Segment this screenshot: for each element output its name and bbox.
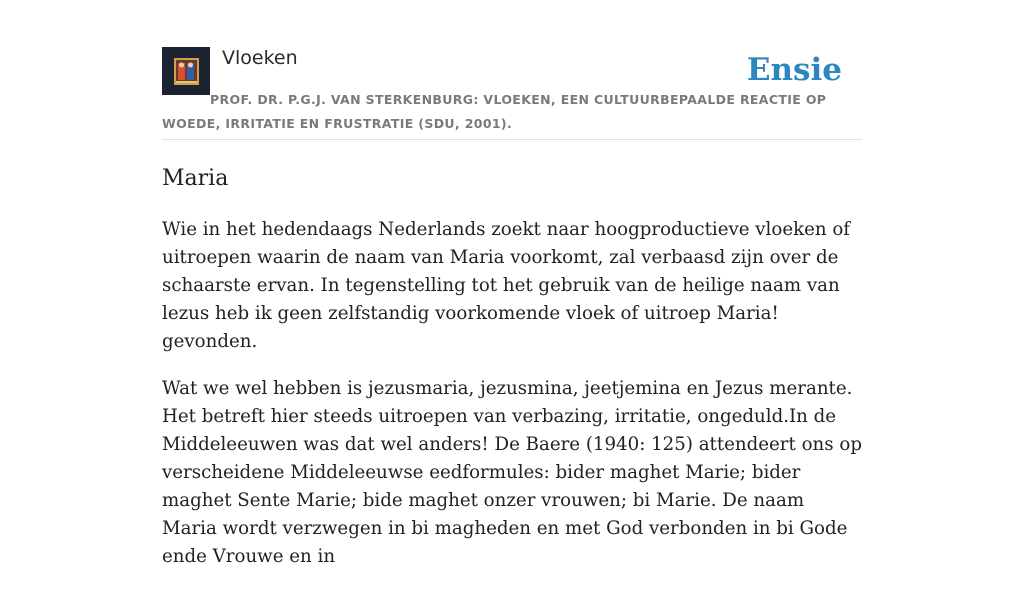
article-paragraph: Wie in het hedendaags Nederlands zoekt naar hoogproductieve vloeken of uitroepen waarin de naam van Maria voorkomt, zal verbaasd zijn over de schaarste ervan. In tegenstelling tot het gebruik van de heilige naam van lezus heb ik geen zelfstandig voorkomende vloek of uitroep Maria! gevonden. xyxy=(162,219,851,352)
page-title: Maria xyxy=(162,166,229,191)
article-paragraph: Wat we wel hebben is jezusmaria, jezusmina, jeetjemina en Jezus merante. Het betreft hier steeds uitroepen van verbazing, irritatie, ongeduld.In de Middeleeuwen was dat wel anders! De Baere (1940: 125) attendeert ons op verscheidene Middeleeuwse eedformules: bider maghet Marie; bider maghet Sente Marie; bide maghet onzer vrouwen; bi Marie. De naam Maria wordt verzwegen in bi magheden en met God verbonden in bi Gode ende Vrouwe en in xyxy=(162,378,862,567)
brand-logo[interactable]: Ensie xyxy=(746,52,842,88)
header-divider xyxy=(162,139,862,140)
collection-title[interactable]: Vloeken xyxy=(222,47,298,69)
source-citation: PROF. DR. P.G.J. VAN STERKENBURG: VLOEKEN, EEN CULTUURBEPAALDE REACTIE OP WOEDE, IRRITATIE EN FRUSTRATIE (SDU, 2001). xyxy=(162,92,827,131)
article-body xyxy=(162,216,862,590)
